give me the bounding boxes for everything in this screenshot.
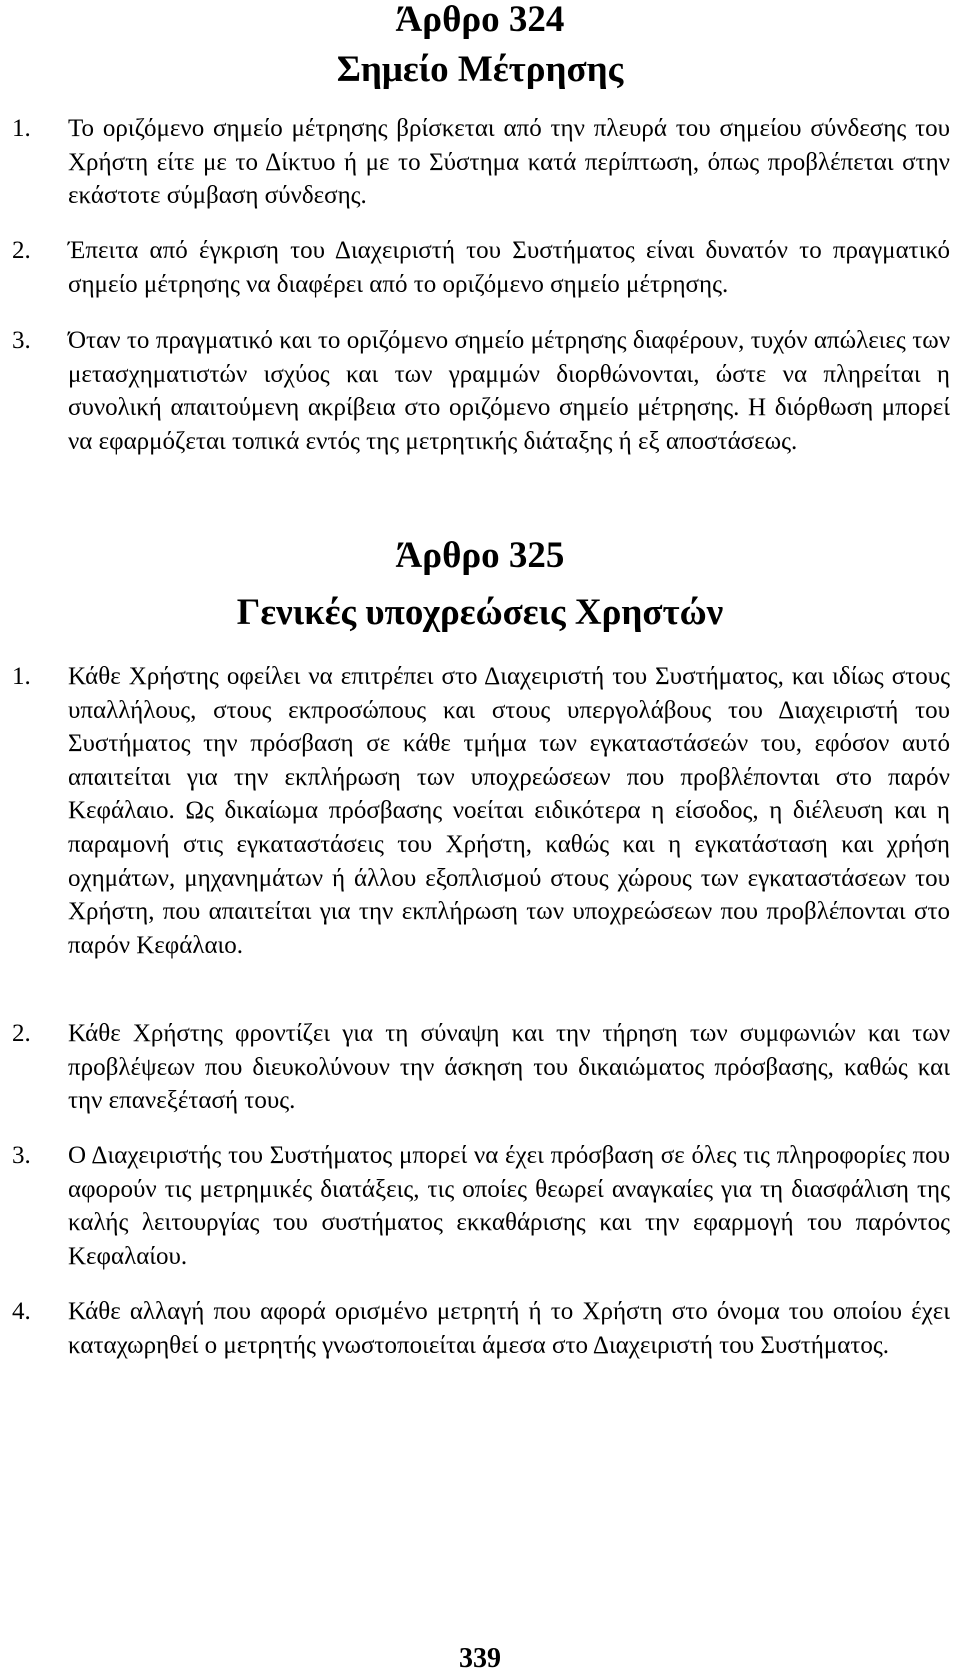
paragraph <box>12 234 950 301</box>
paragraph-text: Κάθε αλλαγή που αφορά ορισμένο μετρητή ή το Χρήστη στο όνομα του οποίου έχει καταχωρηθεί ο μετρητής γνωστοποιείται άμεσα στο Διαχειριστή του Συστήματος. <box>68 1298 950 1359</box>
paragraph-number: 2. <box>12 237 31 264</box>
article-title: Άρθρο 325 <box>395 535 565 576</box>
page-number: 339 <box>459 1643 501 1674</box>
paragraph <box>12 1295 950 1362</box>
paragraph <box>12 324 950 458</box>
paragraph-number: 3. <box>12 327 31 354</box>
paragraph-number: 3. <box>12 1142 31 1169</box>
paragraph-text: Κάθε Χρήστης οφείλει να επιτρέπει στο Διαχειριστή του Συστήματος, και ιδίως στους υπαλλήλους, στους εκπροσώπους και στους υπεργολάβους του Διαχειριστή του Συστήματος την πρόσβαση σε κάθε τμήμα των εγκαταστάσεών του, εφόσον αυτό απαιτείται για την εκπλήρωση των υποχρεώσεων που προβλέπονται στο παρόν Κεφάλαιο. Ως δικαίωμα πρόσβασης νοείται ειδικότερα η είσοδος, η διέλευση και η παραμονή στις εγκαταστάσεις του Χρήστη, καθώς και η εγκατάσταση και χρήση οχημάτων, μηχανημάτων ή άλλου εξοπλισμού στους χώρους των εγκαταστάσεων του Χρήστη, που απαιτείται για την εκπλήρωση των υποχρεώσεων που προβλέπονται στο παρόν Κεφάλαιο. <box>68 663 950 959</box>
paragraph <box>12 1017 950 1118</box>
article-title: Άρθρο 324 <box>395 0 565 40</box>
paragraph <box>12 660 950 962</box>
paragraph-text: Το οριζόμενο σημείο μέτρησης βρίσκεται από την πλευρά του σημείου σύνδεσης του Χρήστη είτε με το Δίκτυο ή με το Σύστημα κατά περίπτωση, όπως προβλέπεται στην εκάστοτε σύμβαση σύνδεσης. <box>68 115 950 210</box>
paragraph-text: Όταν το πραγματικό και το οριζόμενο σημείο μέτρησης διαφέρουν, τυχόν απώλειες των μετασχηματιστών ισχύος και των γραμμών διορθώνονται, ώστε να πληρείται η συνολική απαιτούμενη ακρίβεια στο οριζόμενο σημείο μέτρησης. Η διόρθωση μπορεί να εφαρμόζεται τοπικά εντός της μετρητικής διάταξης ή εξ αποστάσεως. <box>68 327 950 455</box>
paragraph-text: Ο Διαχειριστής του Συστήματος μπορεί να έχει πρόσβαση σε όλες τις πληροφορίες που αφορούν τις μετρημικές διατάξεις, τις οποίες θεωρεί αναγκαίες για τη διασφάλιση της καλής λειτουργίας του συστήματος εκκαθάρισης και την εφαρμογή του παρόντος Κεφαλαίου. <box>68 1142 950 1270</box>
article-subtitle: Σημείο Μέτρησης <box>336 49 624 90</box>
paragraph-number: 4. <box>12 1298 31 1325</box>
paragraph <box>12 1139 950 1273</box>
paragraph-text: Έπειτα από έγκριση του Διαχειριστή του Συστήματος είναι δυνατόν το πραγματικό σημείο μέτρησης να διαφέρει από το οριζόμενο σημείο μέτρησης. <box>68 237 950 298</box>
article-subtitle: Γενικές υποχρεώσεις Χρηστών <box>236 592 724 633</box>
paragraph <box>12 112 950 213</box>
paragraph-number: 1. <box>12 115 31 142</box>
paragraph-text: Κάθε Χρήστης φροντίζει για τη σύναψη και την τήρηση των συμφωνιών και των προβλέψεων που διευκολύνουν την άσκηση του δικαιώματος πρόσβασης, καθώς και την επανεξέτασή τους. <box>68 1020 950 1115</box>
paragraph-number: 1. <box>12 663 31 690</box>
paragraph-number: 2. <box>12 1020 31 1047</box>
